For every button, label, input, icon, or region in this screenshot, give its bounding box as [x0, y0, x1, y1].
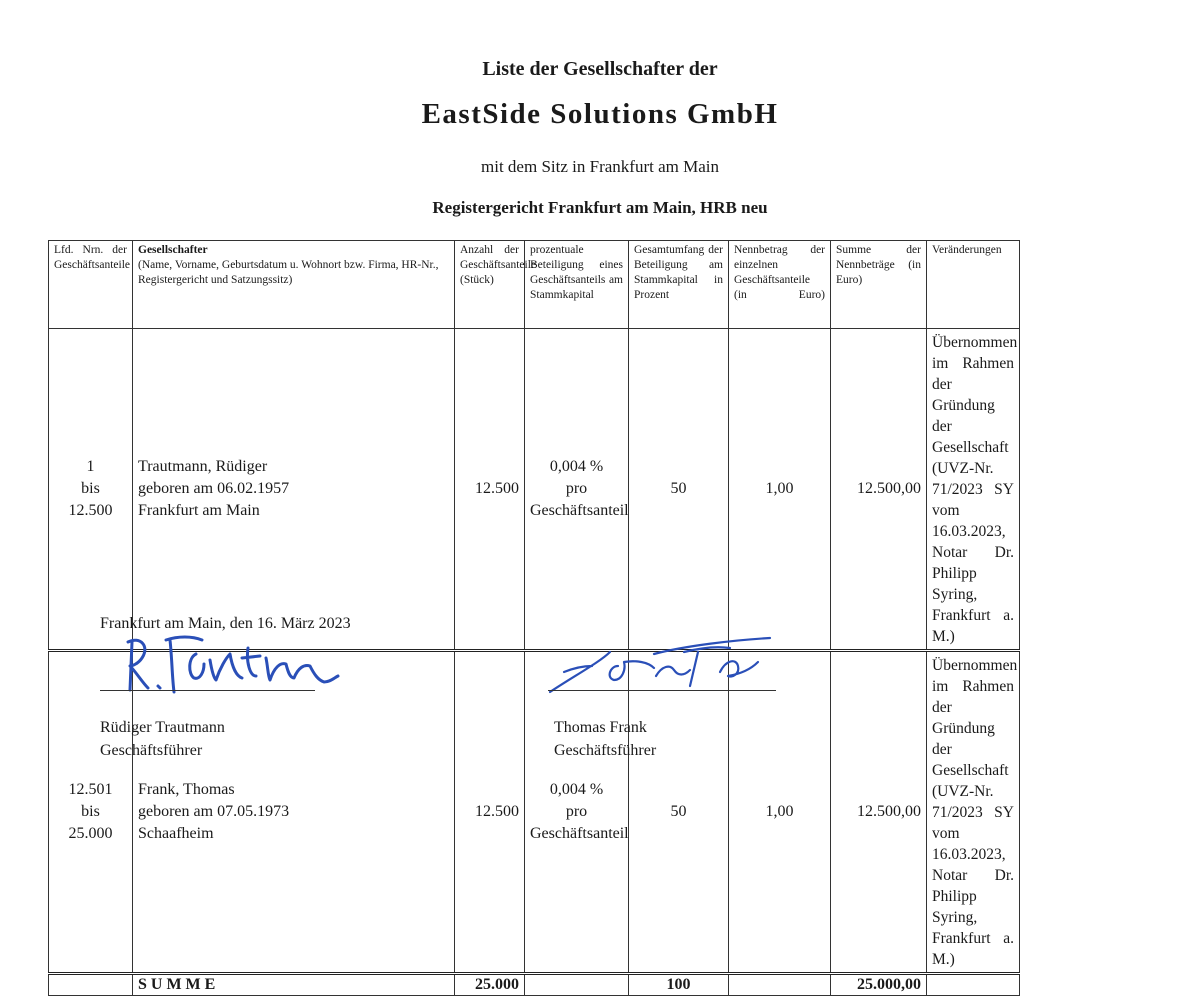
total-nominal-sum: 25.000,00 [831, 974, 927, 996]
shareholder-place: Schaafheim [138, 825, 214, 842]
pct-value: 0,004 % [549, 458, 604, 475]
pct-share [525, 329, 629, 651]
list-title: Liste der Gesellschafter der [482, 58, 718, 80]
share-count: 12.500 [455, 329, 525, 651]
total-row [49, 974, 1153, 996]
signature-line-1 [100, 690, 315, 691]
nominal-value: 1,00 [729, 329, 831, 651]
share-numbers [49, 329, 133, 651]
changes: Übernommen im Rahmen der Gründung der Gesellschaft (UVZ-Nr. 71/2023 SY vom 16.03.2023, Notar Dr. Philipp Syring, Frankfurt a. M.) [927, 651, 1020, 974]
nr-bis: bis [81, 480, 100, 497]
col-header-total-pct: Gesamtumfang der Beteiligung am Stammkapital in Prozent [629, 241, 729, 329]
signature-trautmann [118, 628, 358, 698]
register-court: Registergericht Frankfurt am Main, HRB neu [432, 198, 768, 217]
col-header-count: Anzahl der Geschäftsanteile (Stück) [455, 241, 525, 329]
signatory-2-role: Geschäftsführer [554, 742, 657, 759]
nr-to: 12.500 [68, 502, 113, 519]
signatory-1-name: Rüdiger Trautmann [100, 719, 225, 736]
signatory-2-name: Thomas Frank [554, 719, 647, 736]
place-and-date: Frankfurt am Main, den 16. März 2023 [100, 615, 351, 632]
shareholder-cell [133, 329, 455, 651]
signatory-1-role: Geschäftsführer [100, 742, 203, 759]
nominal-value: 1,00 [729, 651, 831, 974]
shareholder-cell [133, 651, 455, 974]
total-empty-pct [525, 974, 629, 996]
col-header-shareholder-label: Gesellschafter [138, 244, 208, 256]
col-header-nominal: Nennbetrag der einzelnen Geschäftsanteile (in Euro) [729, 241, 831, 329]
changes: Übernommen im Rahmen der Gründung der Gesellschaft (UVZ-Nr. 71/2023 SY vom 16.03.2023, Notar Dr. Philipp Syring, Frankfurt a. M.) [927, 329, 1020, 651]
total-pct-sum: 100 [629, 974, 729, 996]
total-count: 25.000 [455, 974, 525, 996]
total-empty-nr [49, 974, 133, 996]
nominal-sum: 12.500,00 [831, 329, 927, 651]
shareholder-birth: geboren am 07.05.1973 [138, 803, 290, 820]
signature-line-2 [548, 690, 776, 691]
pct-unit: pro Geschäftsanteil [530, 480, 629, 519]
share-count: 12.500 [455, 651, 525, 974]
total-pct: 50 [629, 651, 729, 974]
col-header-pct-share: prozentuale Beteiligung eines Geschäftsanteils am Stammkapital [525, 241, 629, 329]
shareholder-birth: geboren am 06.02.1957 [138, 480, 290, 497]
col-header-sum: Summe der Nennbeträge (in Euro) [831, 241, 927, 329]
col-header-nr: Lfd. Nrn. der Geschäftsanteile [49, 241, 133, 329]
nominal-sum: 12.500,00 [831, 651, 927, 974]
company-name: EastSide Solutions GmbH [421, 98, 779, 130]
pct-unit: pro Geschäftsanteil [530, 803, 629, 842]
nr-to: 25.000 [68, 825, 113, 842]
total-label: SUMME [133, 974, 455, 996]
total-pct: 50 [629, 329, 729, 651]
table-header-row [49, 241, 1153, 329]
col-header-changes: Veränderungen [927, 241, 1020, 329]
company-seat: mit dem Sitz in Frankfurt am Main [481, 157, 719, 176]
shareholder-name: Frank, Thomas [138, 781, 235, 798]
col-header-shareholder-desc: (Name, Vorname, Geburtsdatum u. Wohnort bzw. Firma, HR-Nr., Registergericht und Satzungssitz) [138, 259, 439, 286]
share-numbers [49, 651, 133, 974]
total-empty-nominal [729, 974, 831, 996]
nr-from: 1 [86, 458, 95, 475]
table-row [49, 329, 1153, 651]
nr-from: 12.501 [68, 781, 113, 798]
shareholder-place: Frankfurt am Main [138, 502, 260, 519]
nr-bis: bis [81, 803, 100, 820]
shareholder-name: Trautmann, Rüdiger [138, 458, 268, 475]
total-empty-changes [927, 974, 1020, 996]
signature-frank [544, 632, 774, 696]
pct-value: 0,004 % [549, 781, 604, 798]
col-header-shareholder [133, 241, 455, 329]
pct-share [525, 651, 629, 974]
table-row [49, 651, 1153, 974]
